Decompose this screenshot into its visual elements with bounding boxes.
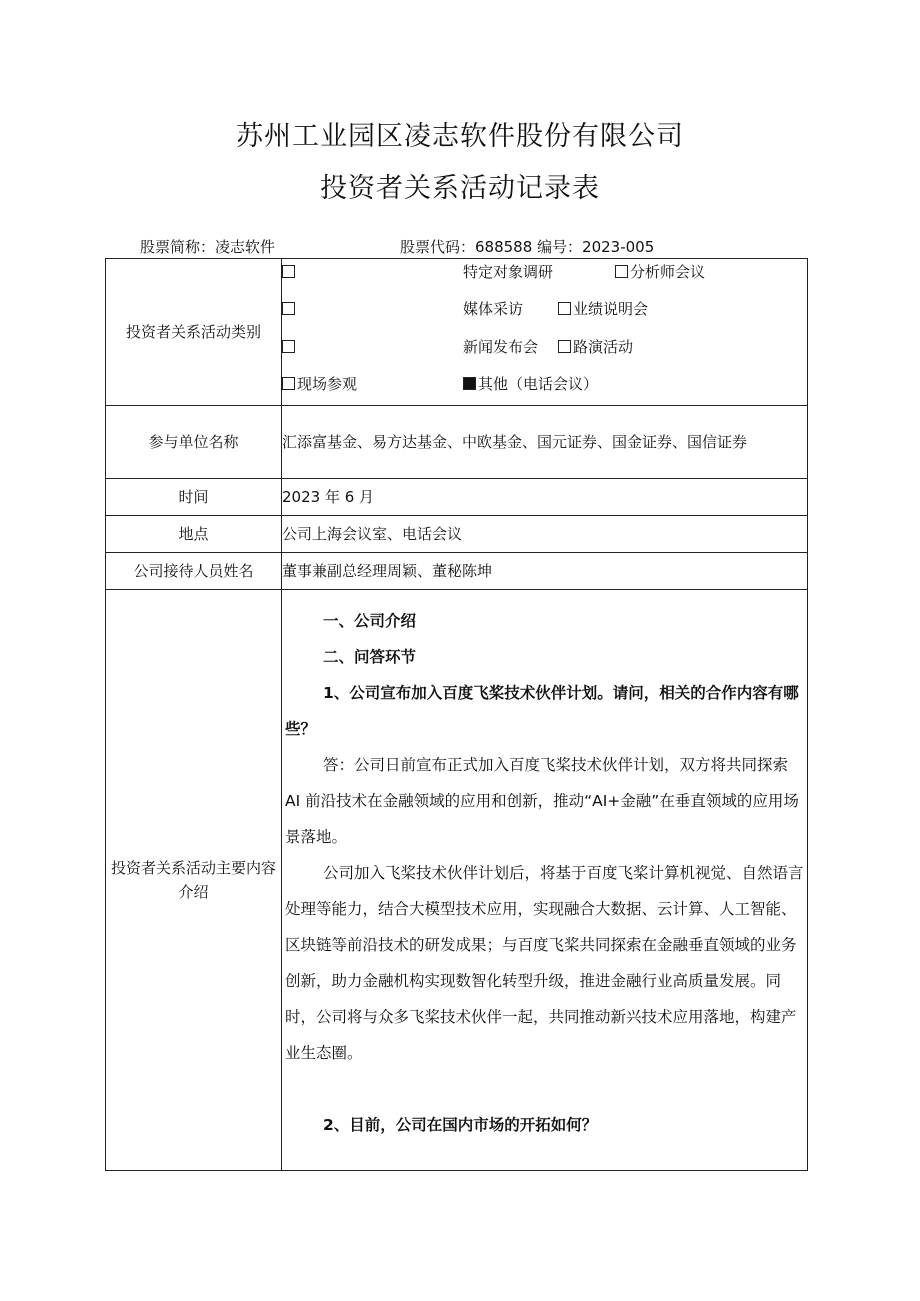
participants-label: 参与单位名称 [106,406,282,479]
answer-1-paragraph-1: 答：公司日前宣布正式加入百度飞桨技术伙伴计划，双方将共同探索 AI 前沿技术在金融领域的应用和创新，推动“AI+金融”在垂直领域的应用场景落地。 [285,756,799,846]
main-content-label: 投资者关系活动主要内容介绍 [106,590,282,1171]
row-category [106,259,808,406]
section-company-intro: 一、公司介绍 [323,612,417,630]
answer-1-paragraph-2: 公司加入飞桨技术伙伴计划后，将基于百度飞桨计算机视觉、自然语言处理等能力，结合大模型技术应用，实现融合大数据、云计算、人工智能、区块链等前沿技术的研发成果；与百度飞桨共同探索在金融垂直领域的业务创新，助力金融机构实现数智化转型升级，推进金融行业高质量发展。同时，公司将与众多飞桨技术伙伴一起，共同推动新兴技术应用落地，构建产业生态圈。 [285,864,804,1062]
time-value: 2023 年 6 月 [282,479,808,516]
checkbox-icon [282,377,295,390]
question-2: 2、目前，公司在国内市场的开拓如何？ [323,1116,598,1134]
record-table [105,258,808,1171]
document-title: 投资者关系活动记录表 [320,173,600,204]
receptionists-label: 公司接待人员姓名 [106,553,282,590]
row-main-content [106,590,808,1171]
category-label: 投资者关系活动类别 [106,259,282,406]
row-receptionists [106,553,808,590]
option-media-interview-label: 媒体采访 [463,300,524,318]
row-time [106,479,808,516]
stock-code: 股票代码：688588 编号：2023-005 [400,238,655,256]
company-title: 苏州工业园区凌志软件股份有限公司 [236,121,684,152]
option-site-visit: 现场参观 [282,372,357,396]
option-specific-research-label: 特定对象调研 [463,263,554,281]
row-place [106,516,808,553]
option-press-conference-label: 新闻发布会 [463,338,539,356]
option-earnings-call: 业绩说明会 [558,297,648,321]
checkbox-icon [558,302,571,315]
participants-value: 汇添富基金、易方达基金、中欧基金、国元证券、国金证券、国信证券 [282,406,808,479]
checkbox-icon [615,265,628,278]
stock-name: 股票简称：凌志软件 [140,238,276,256]
option-specific-research [282,260,297,284]
option-roadshow: 路演活动 [558,335,633,359]
row-participants [106,406,808,479]
category-options [282,259,808,406]
section-qa: 二、问答环节 [323,648,417,666]
option-media-interview [282,297,297,321]
checkbox-icon [558,340,571,353]
checkbox-icon [282,265,295,278]
place-value: 公司上海会议室、电话会议 [282,516,808,553]
checkbox-icon [282,340,295,353]
receptionists-value: 董事兼副总经理周颖、董秘陈坤 [282,553,808,590]
time-label: 时间 [106,479,282,516]
option-press-conference [282,335,297,359]
checked-checkbox-icon [463,377,476,390]
option-other: 其他（电话会议） [463,372,598,396]
main-content [282,590,808,1171]
question-1: 1、公司宣布加入百度飞桨技术伙伴计划。请问，相关的合作内容有哪些？ [285,684,799,738]
place-label: 地点 [106,516,282,553]
checkbox-icon [282,302,295,315]
option-analyst-meeting: 分析师会议 [615,260,705,284]
